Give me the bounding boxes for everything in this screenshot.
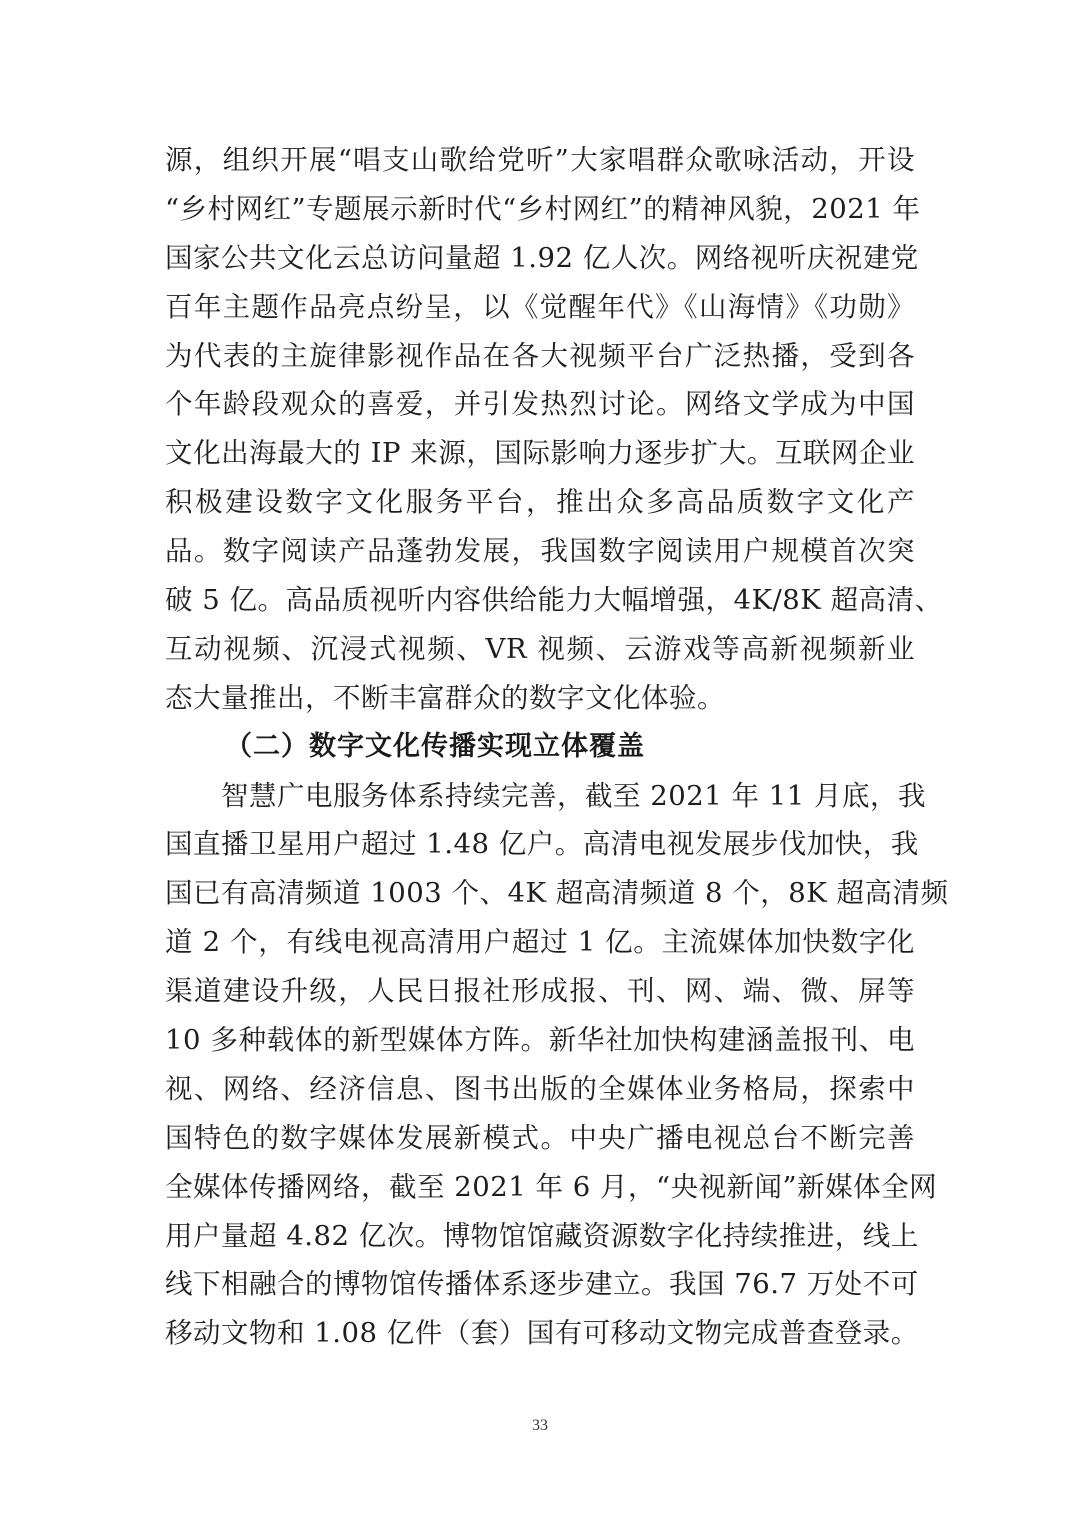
paragraph-2 (165, 772, 949, 1359)
page-number: 33 (532, 1417, 548, 1434)
text-line: 互动视频、沉浸式视频、VR 视频、云游戏等高新视频新业 (165, 632, 915, 665)
text-line: 个年龄段观众的喜爱，并引发热烈讨论。网络文学成为中国 (165, 388, 915, 421)
paragraph-1 (165, 136, 943, 723)
text-line: 积极建设数字文化服务平台，推出众多高品质数字文化产 (165, 486, 915, 519)
text-line: 为代表的主旋律影视作品在各大视频平台广泛热播，受到各 (165, 339, 915, 372)
text-line: 用户量超 4.82 亿次。博物馆馆藏资源数字化持续推进，线上 (165, 1219, 919, 1252)
text-line: 渠道建设升级，人民日报社形成报、刊、网、端、微、屏等 (165, 975, 915, 1008)
text-line: 10 多种载体的新型媒体方阵。新华社加快构建涵盖报刊、电 (165, 1024, 915, 1057)
text-line: 国特色的数字媒体发展新模式。中央广播电视总台不断完善 (165, 1121, 915, 1154)
text-line: 国已有高清频道 1003 个、4K 超高清频道 8 个，8K 超高清频 (165, 877, 949, 910)
body-text (165, 136, 949, 1358)
text-line: 道 2 个，有线电视高清用户超过 1 亿。主流媒体加快数字化 (165, 926, 915, 959)
text-line: 全媒体传播网络，截至 2021 年 6 月，“央视新闻”新媒体全网 (165, 1170, 938, 1203)
text-line: 移动文物和 1.08 亿件（套）国有可移动文物完成普查登录。 (165, 1317, 919, 1350)
text-line: 国直播卫星用户超过 1.48 亿户。高清电视发展步伐加快，我 (165, 828, 919, 861)
text-line: 百年主题作品亮点纷呈，以《觉醒年代》《山海情》《功勋》 (165, 290, 915, 323)
text-line: 品。数字阅读产品蓬勃发展，我国数字阅读用户规模首次突 (165, 535, 915, 568)
text-line: 态大量推出，不断丰富群众的数字文化体验。 (165, 681, 725, 714)
text-line: 国家公共文化云总访问量超 1.92 亿人次。网络视听庆祝建党 (165, 241, 919, 274)
text-line: 视、网络、经济信息、图书出版的全媒体业务格局，探索中 (165, 1072, 915, 1105)
text-line: 智慧广电服务体系持续完善，截至 2021 年 11 月底，我 (165, 779, 926, 812)
text-line: 线下相融合的博物馆传播体系逐步建立。我国 76.7 万处不可 (165, 1268, 919, 1301)
text-line: “乡村网红”专题展示新时代“乡村网红”的精神风貌，2021 年 (165, 192, 921, 225)
section-heading: （二）数字文化传播实现立体覆盖 (225, 730, 645, 762)
text-line: 源，组织开展“唱支山歌给党听”大家唱群众歌咏活动，开设 (165, 144, 915, 176)
text-line: 文化出海最大的 IP 来源，国际影响力逐步扩大。互联网企业 (165, 437, 915, 470)
text-line: 破 5 亿。高品质视听内容供给能力大幅增强，4K/8K 超高清、 (165, 584, 943, 617)
